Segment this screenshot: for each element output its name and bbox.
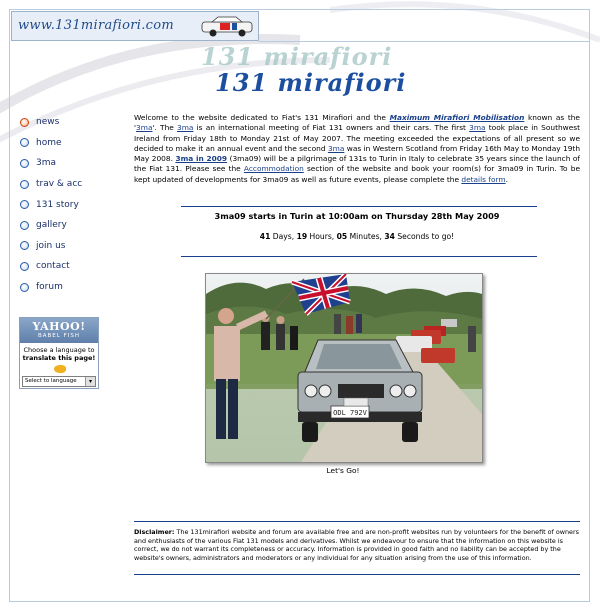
bullet-icon xyxy=(20,180,29,189)
countdown-label: Hours, xyxy=(307,232,337,241)
nav-item-forum[interactable] xyxy=(20,277,120,298)
nav-label: forum xyxy=(36,282,63,293)
intro-text: Welcome to the website dedicated to Fiat's 131 Mirafiori and the xyxy=(134,113,390,122)
countdown-hours: 19 xyxy=(296,232,308,241)
babelfish-logo[interactable] xyxy=(20,318,98,343)
bullet-icon xyxy=(20,241,29,250)
site-logo xyxy=(195,40,435,98)
intro-text: known as the ' xyxy=(134,113,580,133)
divider xyxy=(134,521,580,522)
countdown-label: Minutes, xyxy=(347,232,385,241)
nav-label: contact xyxy=(36,261,70,272)
countdown-label: Days, xyxy=(270,232,297,241)
intro-text: (3ma09) will be a pilgrimage of 131s to Turin in Italy to celebrate 35 years since the launch of the Fiat 131. Please see the xyxy=(134,154,580,174)
intro-text: . xyxy=(505,174,508,184)
rally-car-icon xyxy=(198,14,256,38)
bullet-icon xyxy=(20,118,29,127)
bullet-icon xyxy=(20,283,29,292)
nav-item-contact[interactable] xyxy=(20,256,120,277)
nav-label: 3ma xyxy=(36,158,57,169)
bullet-icon xyxy=(20,159,29,168)
sidebar-nav xyxy=(20,112,120,297)
babelfish-widget xyxy=(19,317,99,389)
countdown-timer xyxy=(134,232,580,241)
3ma-link[interactable]: 3ma xyxy=(469,123,486,133)
nav-item-news[interactable] xyxy=(20,112,120,133)
mmm-link[interactable]: Maximum Mirafiori Mobilisation xyxy=(389,113,525,122)
disclaimer-label: Disclaimer: xyxy=(134,528,175,536)
countdown-seconds: 34 xyxy=(384,232,395,241)
divider xyxy=(181,256,537,257)
nav-label: gallery xyxy=(36,220,67,231)
intro-paragraph xyxy=(134,113,580,185)
intro-text: section of the website and book your room(s) for 3ma09 in Turin. To be kept updated of developments for 3ma09 as well as future events, please complete the xyxy=(134,164,580,184)
logo-main-text: 131 mirafiori xyxy=(215,68,407,97)
bullet-icon xyxy=(20,262,29,271)
nav-item-131-story[interactable] xyxy=(20,194,120,215)
accommodation-link[interactable]: Accommodation xyxy=(243,164,304,174)
3ma-2009-link[interactable]: 3ma in 2009 xyxy=(175,154,228,164)
nav-item-3ma[interactable] xyxy=(20,153,120,174)
countdown-title: 3ma09 starts in Turin at 10:00am on Thursday 28th May 2009 xyxy=(214,211,500,221)
rally-photo xyxy=(205,273,483,463)
chevron-down-icon: ▾ xyxy=(85,377,95,386)
bullet-icon xyxy=(20,200,29,209)
details-form-link[interactable]: details form xyxy=(461,174,506,184)
bullet-icon xyxy=(20,138,29,147)
language-select[interactable] xyxy=(22,376,96,387)
divider xyxy=(181,206,537,207)
disclaimer xyxy=(134,528,580,563)
divider xyxy=(134,574,580,575)
babelfish-translate: translate this page! xyxy=(22,354,96,362)
nav-label: trav & acc xyxy=(36,179,83,190)
babelfish-choose: Choose a language to xyxy=(23,346,95,354)
nav-label: 131 story xyxy=(36,199,79,210)
fish-icon xyxy=(54,365,66,373)
nav-label: news xyxy=(36,117,60,128)
babelfish-sub: BABEL FISH xyxy=(37,333,80,339)
intro-text: was in Western Scotland from Friday 16th May to Monday 19th May 2008. xyxy=(134,143,581,164)
countdown-label: Seconds to go! xyxy=(394,232,455,241)
number-plate: ODL 792V xyxy=(333,409,367,417)
intro-text: took place in Southwest Ireland from Friday 18th to Monday 21st of May 2007. The meeting exceeded the expectations of all present so we decided to make it an annual event and the second xyxy=(134,123,580,153)
disclaimer-text: The 131mirafiori website and forum are available free and are non-profit websites run by volunteers for the benefit of owners and enthusiasts of the various Fiat 131 models and derivatives. Whilst we endeavour to ensure that the information on this website is correct, we do not warrant its completeness or accuracy. Information is provided in good faith and no liability can be accepted by the website's owners, administrators and moderators or any individual for any situation arising from the use of this information. xyxy=(134,528,579,563)
nav-item-trav-acc[interactable] xyxy=(20,174,120,195)
intro-text: '. The xyxy=(152,123,177,133)
photo-caption: Let's Go! xyxy=(326,466,360,475)
nav-item-home[interactable] xyxy=(20,133,120,154)
nav-item-gallery[interactable] xyxy=(20,215,120,236)
3ma-link[interactable]: 3ma xyxy=(177,123,194,133)
nav-item-join-us[interactable] xyxy=(20,236,120,257)
nav-label: home xyxy=(36,137,62,148)
3ma-link[interactable]: 3ma xyxy=(136,123,153,133)
language-select-value: Select to language xyxy=(25,378,77,384)
countdown-minutes: 05 xyxy=(336,232,348,241)
yahoo-brand: YAHOO! xyxy=(32,320,86,333)
logo-ghost-text: 131 mirafiori xyxy=(201,42,393,71)
countdown-days: 41 xyxy=(259,232,271,241)
banner-url: www.131mirafiori.com xyxy=(18,18,174,33)
3ma-link[interactable]: 3ma xyxy=(327,143,345,153)
intro-text: is an international meeting of Fiat 131 owners and their cars. The first xyxy=(193,123,470,133)
bullet-icon xyxy=(20,221,29,230)
nav-label: join us xyxy=(36,240,66,251)
site-banner[interactable] xyxy=(11,11,259,41)
